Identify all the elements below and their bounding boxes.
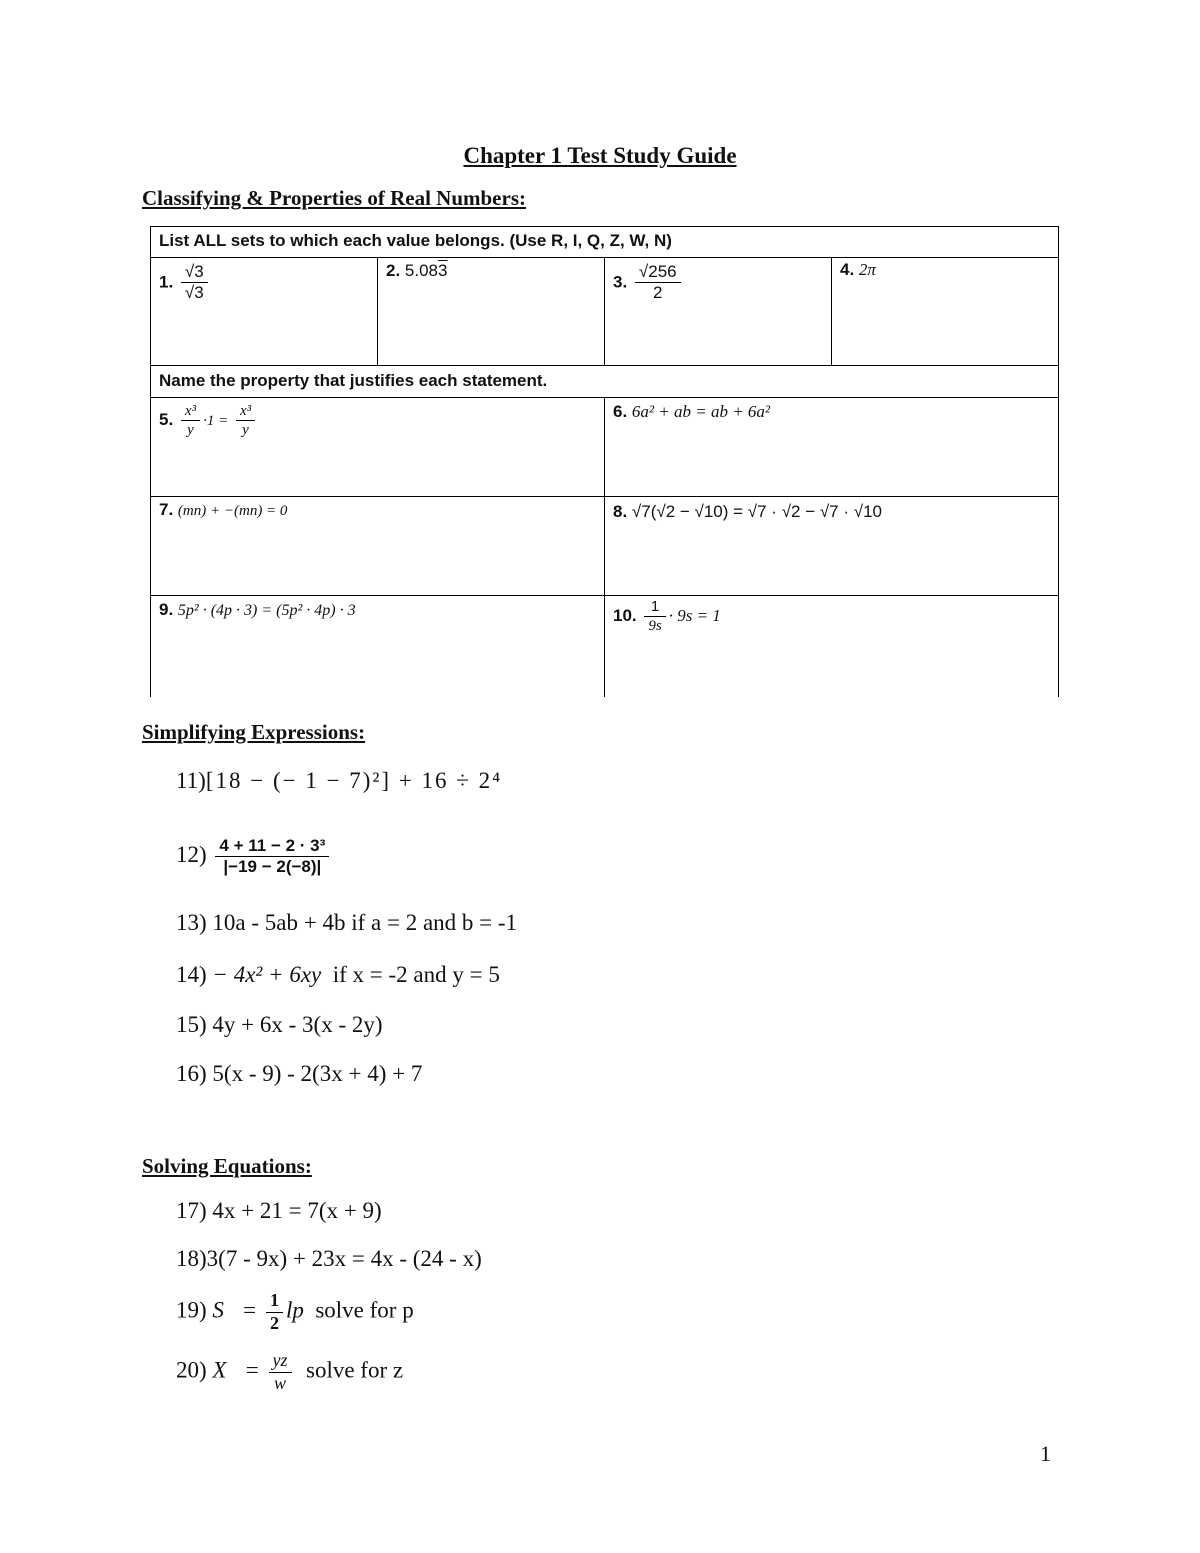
item-5: 5. $\frac{\text{x³}}{y}$ ·1 = $\frac{\text{x³}}{y}$: [159, 402, 258, 439]
problem-13: 13) 10a - 5ab + 4b if a = 2 and b = -1: [176, 910, 518, 935]
problem-11: 11)[18 − (− 1 − 7)²] + 16 ÷ 2⁴: [176, 768, 503, 793]
problem-17: 17) 4x + 21 = 7(x + 9): [176, 1198, 382, 1223]
item-8: 8. √7(√2 − √10) = √7 · √2 − √7 · √10: [613, 502, 882, 521]
page-number: 1: [1040, 1441, 1051, 1466]
item-1: 1. $\frac{√3}{√3}$: [159, 262, 211, 304]
item-10: 10. $\frac{1}{9s}$ · 9s = 1: [613, 598, 721, 634]
item-7: 7. (mn) + −(mn) = 0: [159, 500, 288, 519]
problem-14: 14) − 4x² + 6xy if x = -2 and y = 5: [176, 962, 500, 987]
problem-15: 15) 4y + 6x - 3(x - 2y): [176, 1012, 383, 1037]
item-4: 4. 2π: [840, 260, 876, 279]
problem-20: 20) X = $\frac{yz}{w}$ solve for z: [176, 1350, 404, 1393]
problem-16: 16) 5(x - 9) - 2(3x + 4) + 7: [176, 1061, 423, 1086]
section-heading-simplifying: Simplifying Expressions:: [142, 720, 366, 744]
item-3: 3. $\frac{√256}{2}$: [613, 262, 684, 304]
section-heading-classifying: Classifying & Properties of Real Numbers:: [142, 186, 526, 210]
problem-12: 12) $\frac{\text{4 + 11 − 2 · 3³}}{|-19 - 2(-8)|}$: [176, 836, 332, 878]
problem-18: 18)3(7 - 9x) + 23x = 4x - (24 - x): [176, 1246, 482, 1271]
table-header-property: Name the property that justifies each statement.: [159, 371, 548, 390]
properties-table: [150, 226, 1059, 697]
item-6: 6. 6a² + ab = ab + 6a²: [613, 402, 771, 421]
item-9: 9. 5p² · (4p · 3) = (5p² · 4p) · 3: [159, 600, 356, 619]
problem-19: 19) S = $\frac{1}{2}$ lp solve for p: [176, 1290, 414, 1333]
table-header-classify: List ALL sets to which each value belongs. (Use R, I, Q, Z, W, N): [159, 231, 672, 250]
section-heading-solving: Solving Equations:: [142, 1154, 312, 1178]
page-title: Chapter 1 Test Study Guide: [463, 143, 737, 168]
item-2: 2. 5.083: [386, 261, 448, 280]
